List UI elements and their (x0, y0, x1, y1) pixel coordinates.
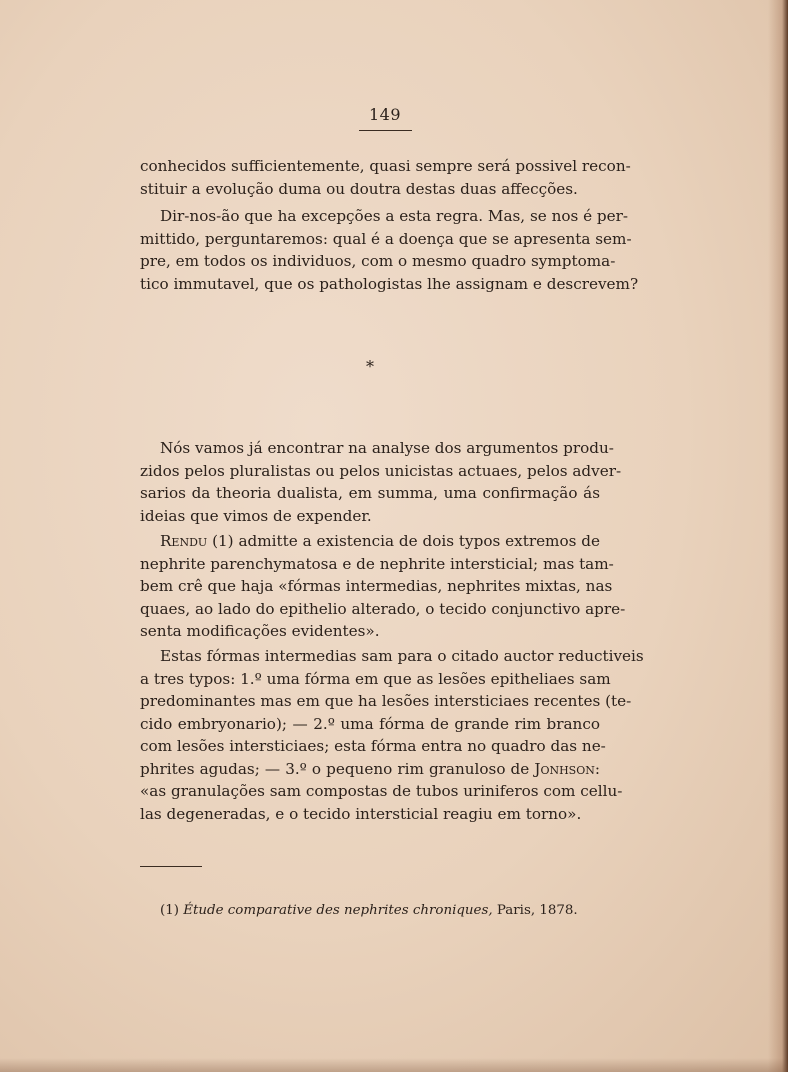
page-edge-shadow (768, 0, 788, 1072)
text-line (140, 530, 600, 553)
text-fragment: phrites agudas; — 3.º o pequeno rim granuloso de (140, 759, 535, 778)
text-line (140, 758, 600, 781)
page-number: 149 (368, 105, 402, 124)
paragraph-nos-vamos (140, 437, 622, 527)
section-separator: * (366, 357, 374, 376)
text-line: «as granulações sam compostas de tubos uriniferos com cellu- (140, 782, 623, 800)
text-line: pre, em todos os individuos, com o mesmo quadro symptoma- (140, 252, 616, 270)
text-line: Estas fórmas intermedias sam para o citado auctor reductiveis (160, 647, 644, 665)
text-line: tico immutavel, que os pathologistas lhe assignam e descrevem? (140, 274, 639, 293)
paragraph-continuation (140, 155, 631, 200)
text-line: stituir a evolução duma ou doutra destas duas affecções. (140, 179, 578, 198)
text-line: conhecidos sufficientemente, quasi sempre será possivel recon- (140, 157, 631, 175)
text-line: predominantes mas em que ha lesões intersticiaes recentes (te- (140, 692, 632, 710)
text-line: quaes, ao lado do epithelio alterado, o tecido conjunctivo apre- (140, 599, 626, 618)
author-name-rendu: Rendu (160, 532, 208, 550)
page-bottom-shadow (0, 1058, 788, 1072)
text-fragment: : (594, 759, 600, 778)
text-fragment: (1) admitte a existencia de dois typos extremos de (207, 532, 600, 550)
text-line: ideias que vimos de expender. (140, 506, 372, 525)
footnote-rest: Paris, 1878. (492, 903, 578, 918)
text-line: a tres typos: 1.º uma fórma em que as lesões epitheliaes sam (140, 669, 611, 688)
text-line: Dir-nos-ão que ha excepções a esta regra. Mas, se nos é per- (160, 207, 629, 225)
text-line: cido embryonario); — 2.º uma fórma de grande rim branco (140, 714, 600, 733)
page-number-rule (359, 130, 412, 131)
text-line: com lesões intersticiaes; esta fórma entra no quadro das ne- (140, 737, 606, 755)
text-line: Nós vamos já encontrar na analyse dos argumentos produ- (160, 439, 614, 457)
text-line: nephrite parenchymatosa e de nephrite intersticial; mas tam- (140, 554, 614, 573)
text-line: bem crê que haja «fórmas intermedias, nephrites mixtas, nas (140, 577, 613, 595)
text-line: zidos pelos pluralistas ou pelos unicistas actuaes, pelos adver- (140, 461, 622, 480)
footnote-marker: (1) (160, 903, 179, 918)
text-line: las degeneradas, e o tecido intersticial reagiu em torno». (140, 804, 582, 823)
footnote-title: Étude comparative des nephrites chroniques, (183, 903, 493, 918)
text-line: sarios da theoria dualista, em summa, uma confirmação ás (140, 484, 600, 502)
author-name-jonhson: Jonhson (534, 759, 595, 778)
paragraph-rendu (140, 530, 626, 643)
paragraph-dir-nos-ao (140, 205, 639, 295)
text-line: mittido, perguntaremos: qual é a doença que se apresenta sem- (140, 229, 632, 248)
footnote-rule (140, 866, 202, 867)
paragraph-estas-formas (140, 645, 644, 825)
footnote (160, 903, 578, 918)
text-line: senta modificações evidentes». (140, 622, 380, 640)
